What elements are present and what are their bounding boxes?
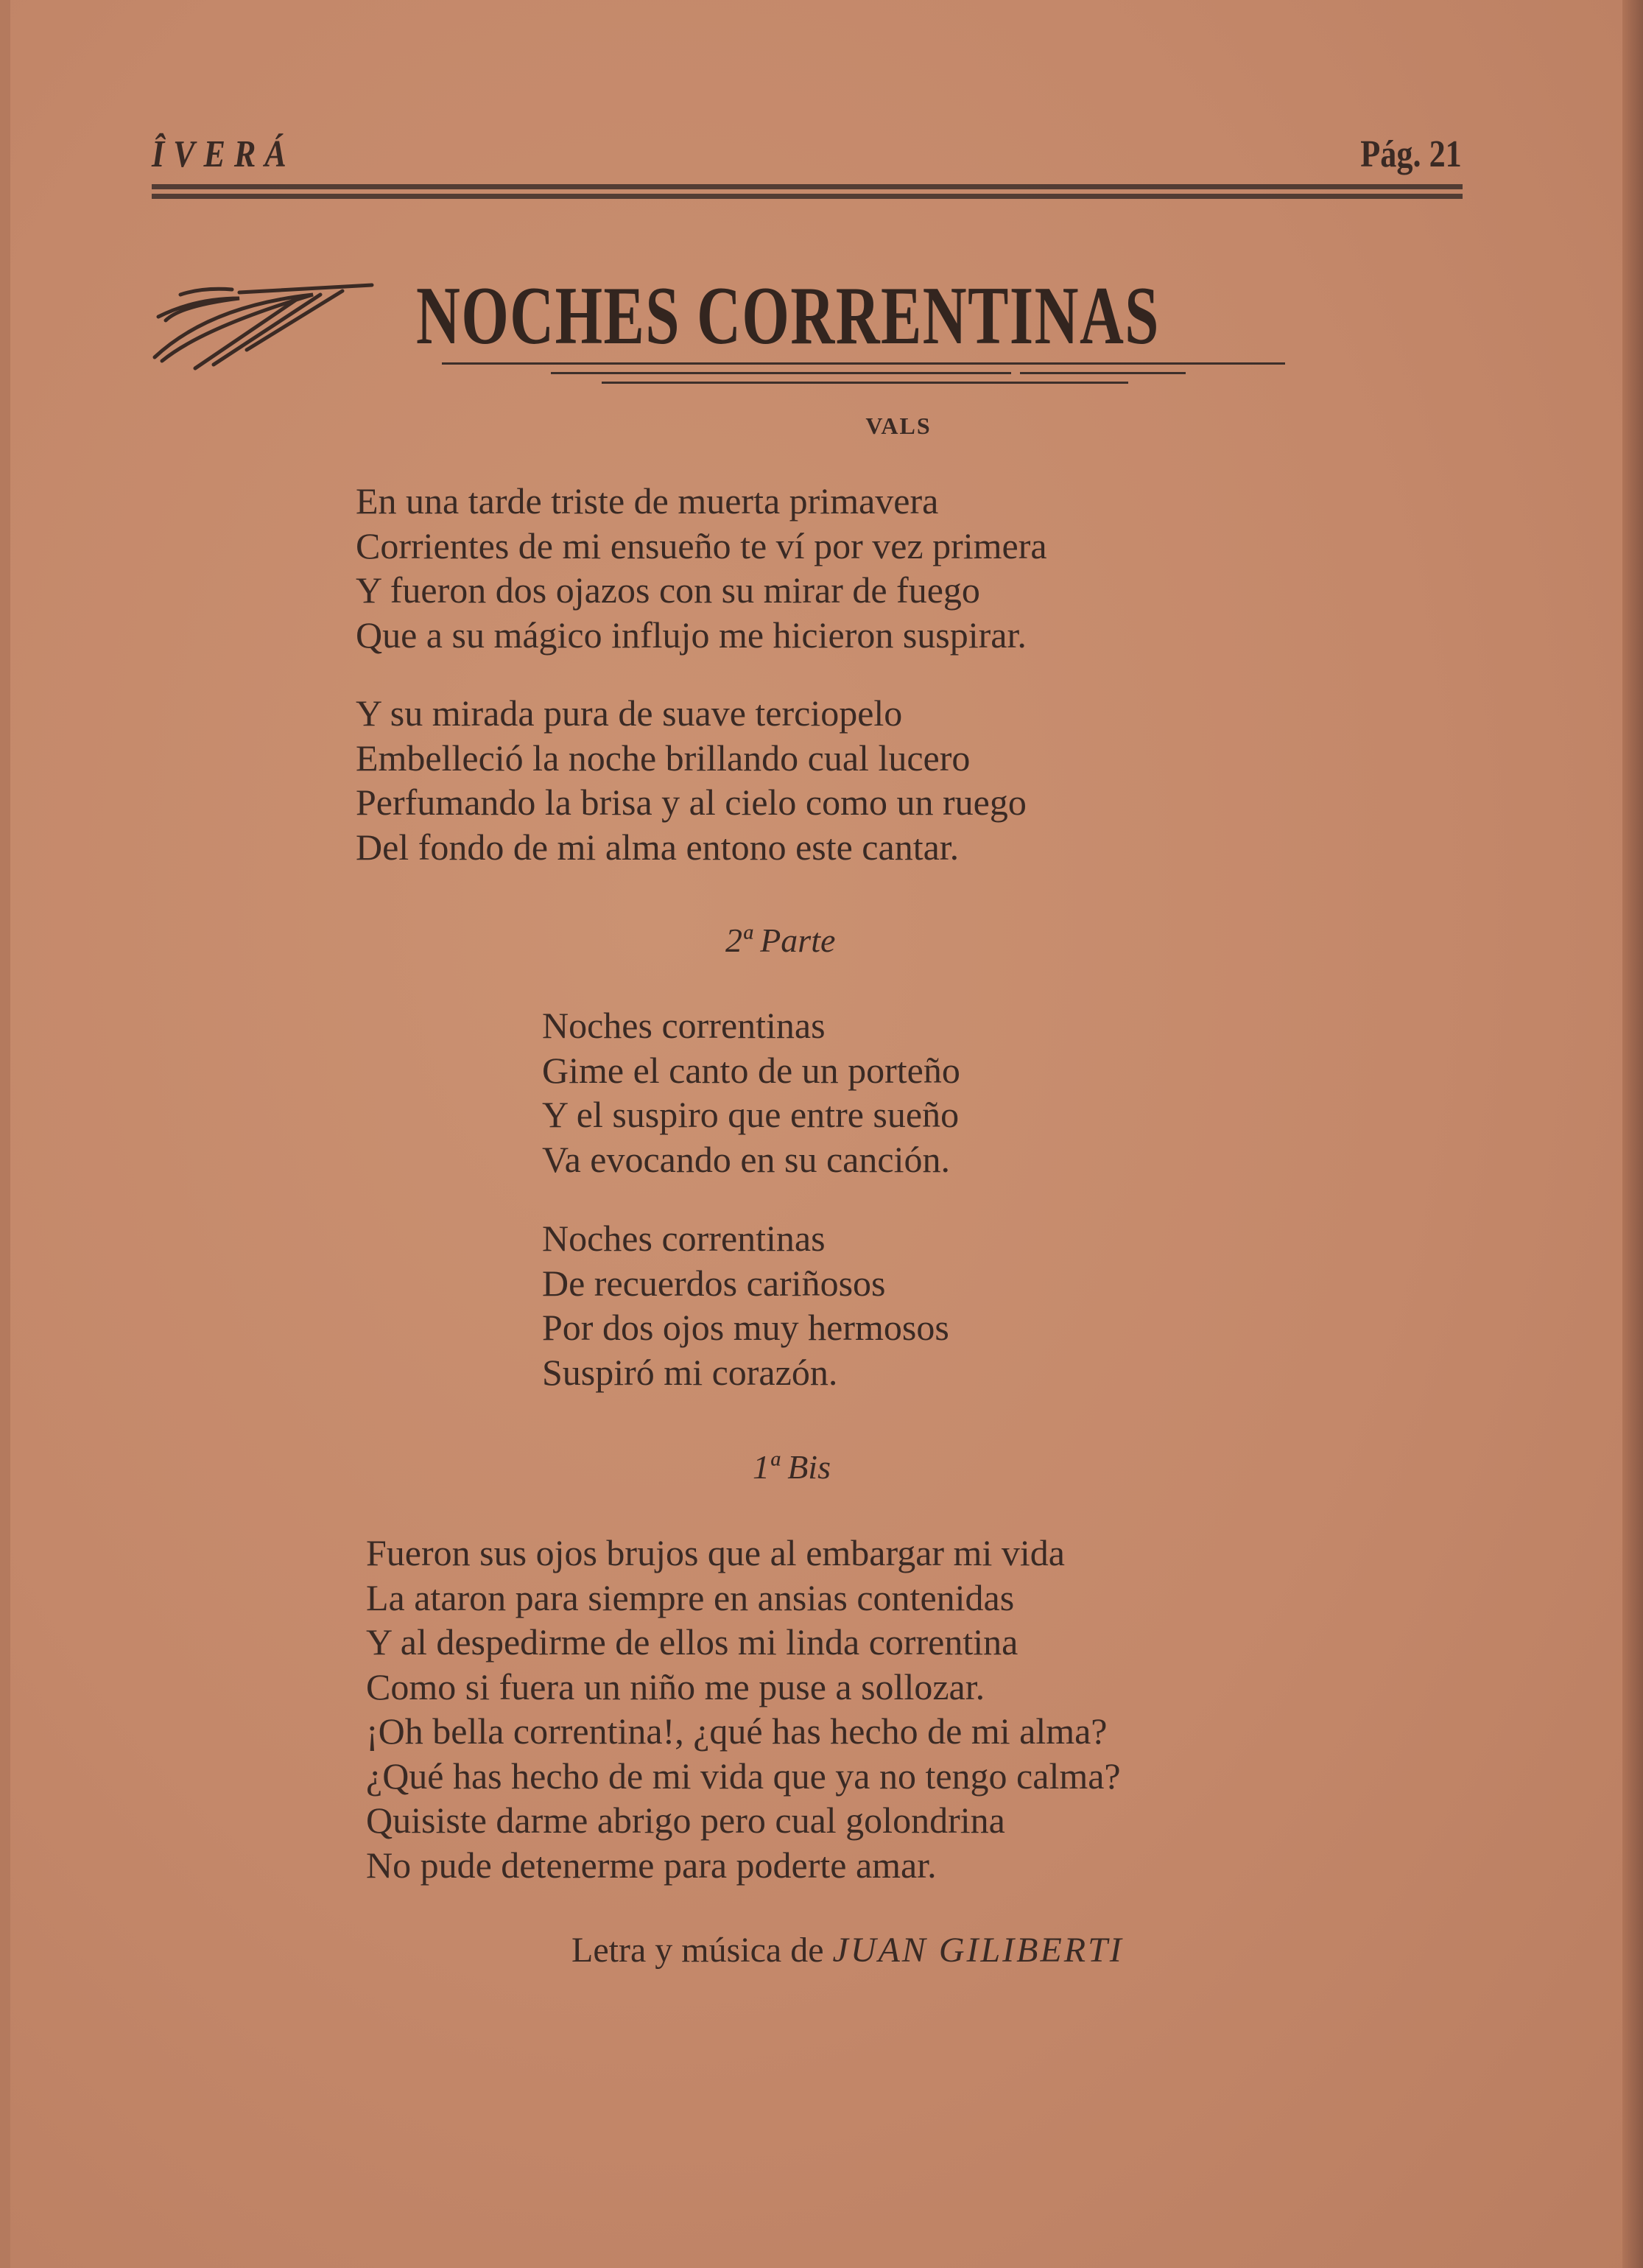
section-heading-1a-bis: 1ª Bis [753, 1448, 831, 1486]
verse-line: No pude detenerme para poderte amar. [366, 1844, 937, 1886]
verse-line: Y al despedirme de ellos mi linda correntina [366, 1621, 1018, 1663]
header-rule-bottom [152, 194, 1463, 199]
verse-line: De recuerdos cariñosos [542, 1262, 886, 1304]
verse-line: En una tarde triste de muerta primavera [356, 480, 939, 522]
verse-line: ¿Qué has hecho de mi vida que ya no tengo calma? [366, 1755, 1121, 1797]
verse-line: Fueron sus ojos brujos que al embargar mi vida [366, 1532, 1065, 1573]
verse-line: Que a su mágico influjo me hicieron suspirar. [356, 614, 1027, 656]
verse-line: Y el suspiro que entre sueño [542, 1094, 960, 1135]
stanza-4 [542, 1216, 949, 1394]
verse-line: Perfumando la brisa y al cielo como un ruego [356, 782, 1027, 823]
verse-line: Suspiró mi corazón. [542, 1351, 838, 1393]
song-title: NOCHES CORRENTINAS [416, 270, 1160, 362]
verse-line: Como si fuera un niño me puse a sollozar. [366, 1665, 985, 1707]
stanza-2 [356, 691, 1027, 869]
magazine-name: ÎVERÁ [152, 133, 295, 175]
stanza-5 [366, 1531, 1121, 1888]
verse-line: ¡Oh bella correntina!, ¿qué has hecho de mi alma? [366, 1710, 1108, 1752]
verse-line: Por dos ojos muy hermosos [542, 1307, 949, 1348]
page-number: Pág. 21 [1360, 133, 1462, 175]
header-rule-top [152, 184, 1463, 189]
verse-line: Embelleció la noche brillando cual lucero [356, 737, 971, 779]
section-heading-2a-parte: 2ª Parte [725, 921, 836, 959]
verse-line: Quisiste darme abrigo pero cual golondrina [366, 1800, 1005, 1841]
credit-line [571, 1930, 1124, 1970]
verse-line: Y su mirada pura de suave terciopelo [356, 692, 903, 734]
credit-author: JUAN GILIBERTI [832, 1931, 1124, 1970]
stanza-3 [542, 1003, 960, 1182]
credit-prefix: Letra y música de [571, 1931, 824, 1970]
title-rule-2b [1020, 372, 1186, 374]
page-edge-left [0, 0, 10, 2268]
page-edge-torn [1622, 0, 1643, 2268]
verse-line: Noches correntinas [542, 1005, 826, 1046]
verse-line: Va evocando en su canción. [542, 1138, 950, 1180]
flourish-ornament-icon [151, 276, 379, 379]
stanza-1 [356, 479, 1047, 657]
verse-line: Corrientes de mi ensueño te ví por vez primera [356, 524, 1047, 566]
verse-line: Y fueron dos ojazos con su mirar de fuego [356, 569, 980, 611]
title-rule-1 [442, 362, 1285, 365]
verse-line: Gime el canto de un porteño [542, 1049, 960, 1091]
verse-line: Noches correntinas [542, 1218, 826, 1259]
title-rule-3 [602, 382, 1128, 384]
verse-line: La ataron para siempre en ansias contenidas [366, 1576, 1015, 1618]
song-genre: VALS [865, 412, 932, 439]
verse-line: Del fondo de mi alma entono este cantar. [356, 826, 960, 868]
title-rule-2a [551, 372, 1011, 374]
